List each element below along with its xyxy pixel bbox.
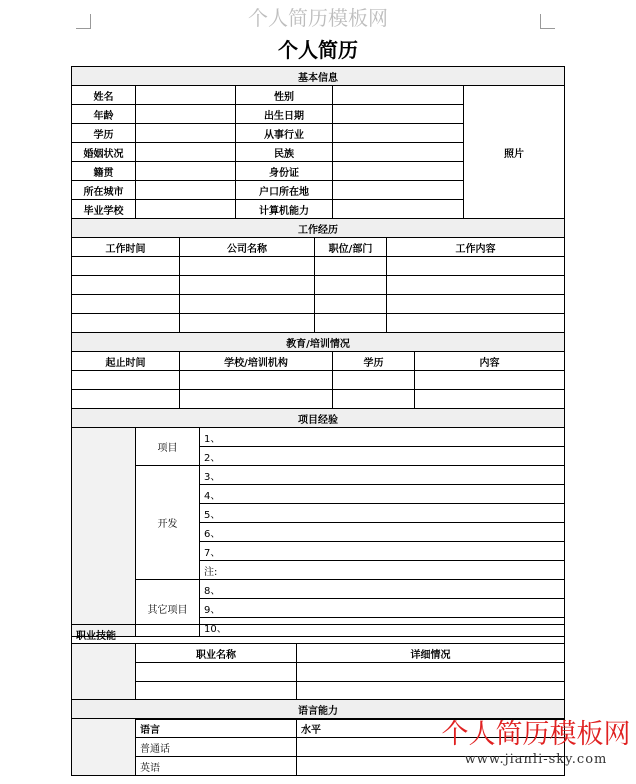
value-marital[interactable] [136,143,236,162]
table-cell[interactable] [315,257,387,276]
header-watermark: 个人简历模板网 [248,6,388,30]
table-cell[interactable] [387,314,565,333]
project-item[interactable]: 2、 [200,447,565,466]
project-note[interactable]: 注: [200,561,565,580]
table-cell[interactable] [315,314,387,333]
table-cell[interactable] [180,257,315,276]
table-row [72,663,565,682]
value-industry[interactable] [333,124,464,143]
project-item[interactable]: 3、 [200,466,565,485]
table-cell[interactable] [72,314,180,333]
skills-col-name: 职业名称 [136,644,297,663]
table-cell[interactable] [333,390,415,409]
table-cell[interactable] [180,371,333,390]
project-item[interactable]: 9、 [200,599,565,618]
value-school[interactable] [136,200,236,219]
table-cell[interactable] [315,295,387,314]
table-row [72,682,565,701]
project-group-label: 项目 [136,428,200,466]
skills-col-detail: 详细情况 [297,644,565,663]
label-ethnicity: 民族 [236,143,333,162]
table-cell[interactable] [136,663,297,682]
table-cell[interactable] [72,390,180,409]
table-cell[interactable] [315,276,387,295]
project-item[interactable]: 6、 [200,523,565,542]
projects-table [71,408,565,637]
table-cell[interactable] [387,276,565,295]
table-cell[interactable] [72,276,180,295]
work-col-time: 工作时间 [72,238,180,257]
work-col-position: 职位/部门 [315,238,387,257]
work-col-content: 工作内容 [387,238,565,257]
table-row [72,276,565,295]
table-cell[interactable] [387,295,565,314]
page-title: 个人简历 [278,38,358,62]
table-cell[interactable] [72,371,180,390]
table-cell[interactable] [415,390,565,409]
label-name: 姓名 [72,86,136,105]
label-school: 毕业学校 [72,200,136,219]
label-industry: 从事行业 [236,124,333,143]
table-row [72,390,565,409]
label-hukou: 户口所在地 [236,181,333,200]
label-birthdate: 出生日期 [236,105,333,124]
value-native-place[interactable] [136,162,236,181]
language-col-level: 水平 [297,719,565,738]
value-hukou[interactable] [333,181,464,200]
dev-group-label: 开发 [136,466,200,580]
label-id-card: 身份证 [236,162,333,181]
education-header: 教育/培训情况 [72,333,565,352]
label-marital: 婚姻状况 [72,143,136,162]
language-mandarin: 普通话 [136,738,297,757]
site-watermark [436,718,636,767]
projects-side-cell [72,428,136,637]
work-col-company: 公司名称 [180,238,315,257]
table-cell[interactable] [297,663,565,682]
table-row [72,371,565,390]
label-native-place: 籍贯 [72,162,136,181]
label-education: 学历 [72,124,136,143]
table-row [72,257,565,276]
projects-header: 项目经验 [72,409,565,428]
project-item[interactable]: 1、 [200,428,565,447]
project-item[interactable]: 10、 [200,618,565,637]
label-gender: 性别 [236,86,333,105]
edu-col-school: 学校/培训机构 [180,352,333,371]
table-cell[interactable] [297,682,565,701]
table-row [72,295,565,314]
label-age: 年龄 [72,105,136,124]
value-age[interactable] [136,105,236,124]
work-header: 工作经历 [72,219,565,238]
value-name[interactable] [136,86,236,105]
language-english: 英语 [136,757,297,776]
basic-info-header: 基本信息 [72,67,565,86]
work-experience-table [71,218,565,333]
table-cell[interactable] [180,314,315,333]
table-cell[interactable] [72,295,180,314]
table-row [72,314,565,333]
other-projects-label: 其它项目 [136,580,200,637]
value-computer-skill[interactable] [333,200,464,219]
education-table [71,332,565,409]
watermark-url: www.jianli-sky.com [464,752,608,767]
photo-box[interactable]: 照片 [464,86,565,219]
edu-col-degree: 学历 [333,352,415,371]
project-item[interactable]: 7、 [200,542,565,561]
edu-col-period: 起止时间 [72,352,180,371]
value-education[interactable] [136,124,236,143]
skills-label: 职业技能 [72,625,565,644]
table-cell[interactable] [72,257,180,276]
table-cell[interactable] [136,682,297,701]
table-cell[interactable] [180,295,315,314]
edu-col-content: 内容 [415,352,565,371]
table-cell[interactable] [333,371,415,390]
label-city: 所在城市 [72,181,136,200]
table-cell[interactable] [415,371,565,390]
value-id-card[interactable] [333,162,464,181]
label-computer-skill: 计算机能力 [236,200,333,219]
language-header: 语言能力 [72,700,565,719]
value-birthdate[interactable] [333,105,464,124]
language-col-language: 语言 [136,719,297,738]
project-item[interactable]: 8、 [200,580,565,599]
value-ethnicity[interactable] [333,143,464,162]
value-city[interactable] [136,181,236,200]
language-side-cell [72,719,136,776]
table-cell[interactable] [387,257,565,276]
value-gender[interactable] [333,86,464,105]
project-item[interactable]: 4、 [200,485,565,504]
project-item[interactable]: 5、 [200,504,565,523]
watermark-text: 个人简历模板网 [441,719,631,750]
table-cell[interactable] [180,390,333,409]
basic-info-table [71,66,565,219]
table-cell[interactable] [180,276,315,295]
